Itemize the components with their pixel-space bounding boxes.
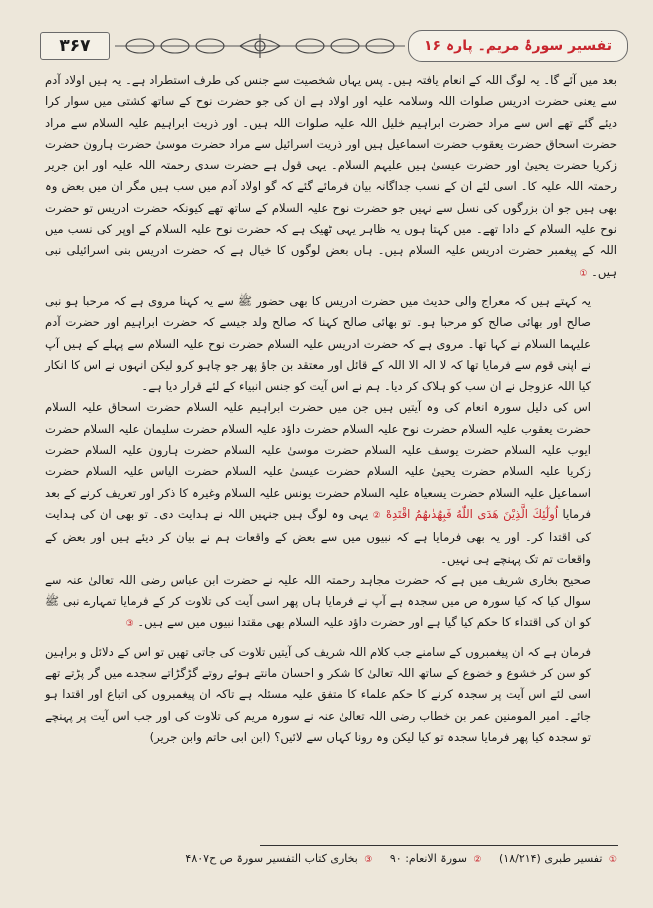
footnote-item — [390, 850, 482, 869]
footnotes — [45, 850, 617, 869]
paragraph-5 — [45, 642, 617, 748]
footnote-ref: ① — [579, 268, 588, 279]
paragraph-text: فرمان ہے کہ ان پیغمبروں کے سامنے جب کلام اللہ شریف کی آیتیں تلاوت کی جاتی تھیں تو اس کے دلائل و براہین کو سن کر خشوع و خضوع کے ساتھ اللہ تعالیٰ کا شکر و احسان مانتے ہوئے روتے گڑگڑاتے سجدے میں گر پڑتے تھے اسی لئے اس آیت پر سجدہ کرنے کا حکم علماء کا متفق علیہ مسئلہ ہے تاکہ ان پیغمبروں کی اتباع اور اقتدا ہو جائے۔ امیر المومنین عمر بن خطاب رضی اللہ تعالیٰ عنہ نے سورہ مریم کی تلاوت کی اور جب اس آیت پر پہنچے تو سجدہ کیا پھر فرمایا سجدہ تو کیا لیکن وہ رونا کہاں سے لائیں؟ (ابن ابی حاتم وابن جریر) — [45, 644, 591, 744]
footnote-divider — [260, 845, 618, 846]
paragraph-2 — [45, 291, 617, 397]
paragraph-text: بعد میں آئے گا۔ یہ لوگ اللہ کے انعام یافتہ ہیں۔ پس یہاں شخصیت سے جنس کی طرف استطراد ہے۔ یہ ہیں اولاد آدم سے یعنی حضرت ادریس صلوات اللہ وسلامہ علیہ اور اولاد ہے ان کی جو حضرت نوح کے ساتھ کشتی میں سوار کرا دیئے گئے تھے اس سے مراد حضرت ابراہیم خلیل اللہ علیہ صلوات اللہ ہیں۔ اور ذریت ابراہیم علیہ السلام سے مراد حضرت اسحاق حضرت یعقوب حضرت اسماعیل ہیں اور ذریت اسرائیل سے مراد حضرت موسیٰ حضرت ہارون حضرت زکریا حضرت یحییٰ اور حضرت عیسیٰ ہیں علیہم السلام۔ یہی قول ہے حضرت سدی رحمتہ اللہ علیہ اور ابن جریر رحمتہ اللہ علیہ کا۔ اسی لئے ان کے نسب جداگانہ بیان فرمائے گئے کہ گو اولاد آدم میں سب ہیں مگر ان میں بعض وہ بھی ہیں جو ان بزرگوں کی نسل سے نہیں جو حضرت نوح علیہ السلام کے ساتھ تھے کیونکہ حضرت ادریس تو حضرت نوح علیہ السلام کے دادا تھے۔ میں کہتا ہوں یہ ظاہر یہی ٹھیک ہے کہ حضرت نوح علیہ السلام کے اوپر کی نسب میں اللہ کے پیغمبر حضرت ادریس علیہ السلام ہیں۔ ہاں بعض لوگوں کا خیال ہے کہ حضرت ادریس بنی اسرائیلی نبی ہیں۔ — [45, 73, 617, 279]
decorative-ornament-icon — [115, 32, 405, 60]
footnote-text: سورۃ الانعام: ۹۰ — [389, 852, 467, 865]
footnote-number: ② — [473, 855, 482, 865]
page-header — [40, 28, 626, 66]
running-title: تفسیر سورۂ مریم۔ پارہ ۱۶ — [408, 30, 628, 62]
quran-quote: اُولٰٓئِكَ الَّذِیْنَ هَدَى اللّٰهُ فَبِهُدٰىهُمُ اقْتَدِهْ — [385, 506, 559, 521]
footnote-number: ① — [608, 855, 617, 865]
page-number: ۳۶۷ — [40, 32, 110, 60]
paragraph-4 — [45, 570, 617, 636]
footnote-text: بخاری كتاب التفسیر سورۃ ص ح۴۸۰۷ — [185, 852, 358, 865]
paragraph-text: یہ کہتے ہیں کہ معراج والی حدیث میں حضرت ادریس کا بھی حضور ﷺ سے یہ کہنا مروی ہے کہ مرحبا ہو نبی صالح اور بھائی صالح کو مرحبا ہو۔ تو بھائی صالح کہنا کہ صالح ولد جیسے کہ حضرت ابراہیم اور حضرت آدم علیہما السلام نے کہا تھا۔ مروی ہے کہ حضرت ادریس علیہ السلام حضرت نوح علیہ السلام سے پہلے کے ہیں آپ نے اپنی قوم سے فرمایا تھا کہ لا الہ الا اللہ کے قائل اور معتقد بن جاؤ پھر جو چاہو کرو لیکن انہوں نے اس کا انکار کیا اللہ عزوجل نے ان سب کو ہلاک کر دیا۔ ہم نے اس آیت کو جنس انبیاء کے لئے قرار دیا ہے۔ — [45, 293, 591, 394]
footnote-ref: ③ — [125, 619, 134, 630]
paragraph-text: اس کی دلیل سورہ انعام کی وہ آیتیں ہیں جن میں حضرت ابراہیم علیہ السلام حضرت اسحاق علیہ السلام حضرت یعقوب علیہ السلام حضرت نوح علیہ السلام حضرت داؤد علیہ السلام حضرت سلیمان علیہ السلام حضرت ایوب علیہ السلام حضرت یوسف علیہ السلام حضرت موسیٰ علیہ السلام حضرت ہارون علیہ السلام حضرت زکریا علیہ السلام حضرت یحییٰ علیہ السلام حضرت عیسیٰ علیہ السلام حضرت الیاس علیہ السلام حضرت اسماعیل علیہ السلام حضرت یسعیاہ علیہ السلام حضرت یونس علیہ السلام وغیرہ کا ذکر اور تعریف کرنے کے بعد فرمایا — [45, 400, 591, 521]
footnote-item — [499, 850, 617, 869]
footnote-number: ③ — [364, 855, 373, 865]
paragraph-text: صحیح بخاری شریف میں ہے کہ حضرت مجاہد رحمتہ اللہ علیہ نے حضرت ابن عباس رضی اللہ تعالیٰ عنہ سے سوال کیا کہ کیا سورہ ص میں سجدہ ہے آپ نے فرمایا ہاں پھر اسی آیت کی تلاوت کر کے فرمایا تمہارے نبی ﷺ کو ان کی اقتداء کا حکم کیا گیا ہے اور حضرت داؤد علیہ السلام بھی مقتدا نبیوں میں سے ہیں۔ — [45, 572, 591, 630]
footnote-ref: ② — [372, 510, 382, 521]
paragraph-3 — [45, 397, 617, 569]
paragraph-1 — [45, 70, 617, 285]
body-text — [45, 70, 617, 748]
footnote-item — [185, 850, 372, 869]
footnote-text: تفسیر طبری (۱۸/۲۱۴) — [499, 852, 603, 865]
paragraph-text: یہی وہ لوگ ہیں جنہیں اللہ نے ہدایت دی۔ تو بھی ان کی ہدایت کی اقتدا کر۔ اور یہ بھی فرمایا ہے کہ نبیوں میں سے بعض کے واقعات ہم نے بیان کر دیئے ہیں اور بعض کے واقعات تم تک پہنچے ہی نہیں۔ — [45, 506, 591, 566]
